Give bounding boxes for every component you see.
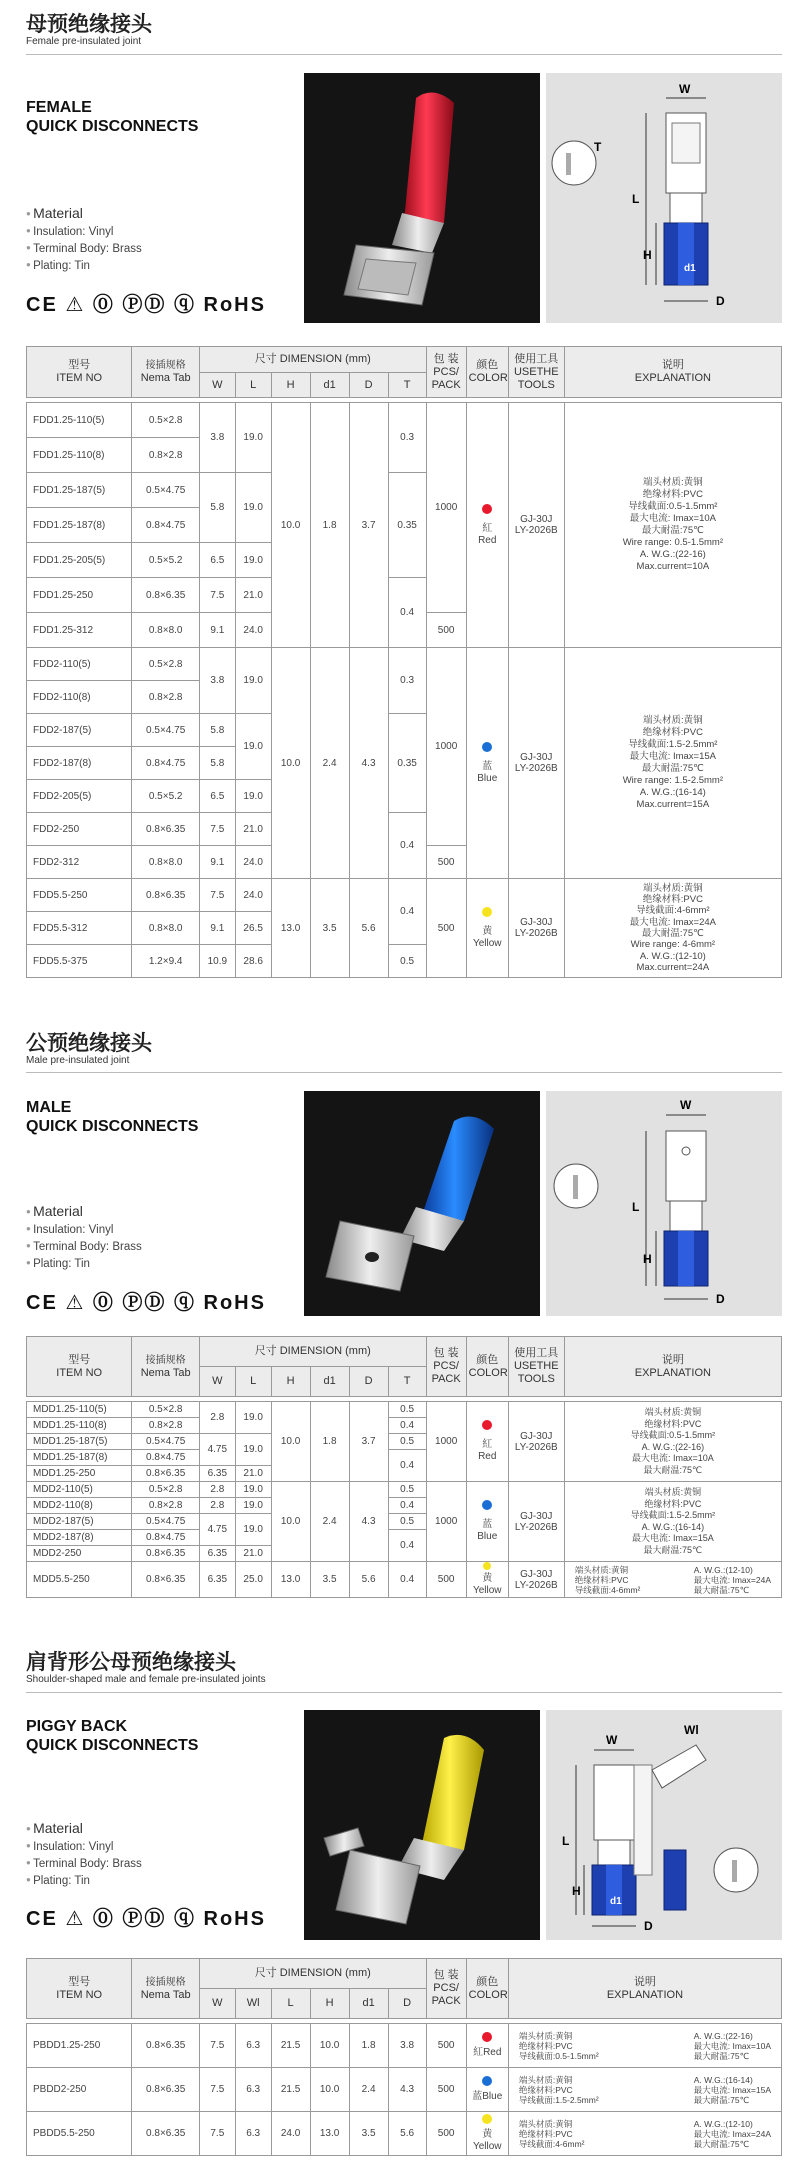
header-pack: 包 装 PCS/ PACK — [426, 1337, 466, 1397]
divider — [26, 1072, 782, 1073]
table-row: FDD2-187(5) 0.5×4.75 5.8 19.0 0.35 — [27, 714, 782, 747]
yellow-dot-icon — [482, 2114, 492, 2124]
header-d: D — [388, 1989, 426, 2019]
header-pack: 包 装 PCS/ PACK — [426, 1959, 466, 2019]
dim-label: H — [643, 1252, 652, 1266]
table-row: MDD2-250 0.8×6.35 6.35 21.0 — [27, 1546, 782, 1562]
male-connector-image — [304, 1091, 540, 1316]
female-drawing — [546, 73, 782, 323]
table-row: FDD5.5-250 0.8×6.35 7.5 24.0 13.0 3.5 5.6 0.4 500 黄 Yellow GJ-30J LY-2026B 端头材质:黄铜 绝缘材料:PVC 导线截面:4-6mm² 最大电流: Imax=24A 最大耐温:75℃ Wire range: 4-6mm² A. W.G.:(12-10) Max.current=24A — [27, 879, 782, 912]
table-row: FDD1.25-187(8) 0.8×4.75 — [27, 508, 782, 543]
piggy-product-title: PIGGY BACK QUICK DISCONNECTS — [26, 1718, 199, 1754]
table-row: MDD1.25-187(5) 0.5×4.75 4.75 19.0 0.5 — [27, 1434, 782, 1450]
header-item: 型号 ITEM NO — [27, 1959, 132, 2019]
header-nema: 接插规格 Nema Tab — [132, 1959, 199, 2019]
header-h: H — [271, 1367, 310, 1397]
female-spec-table — [26, 346, 782, 978]
table-row: PBDD1.25-250 0.8×6.35 7.5 6.3 21.5 10.0 1.8 3.8 500 紅Red 端头材质:黄铜 绝缘材料:PVC 导线截面:0.5-1.5mm² A. W.G.:(22-16) 最大电流: Imax=10A 最大耐温:75℃ — [27, 2024, 782, 2068]
table-row: FDD1.25-205(5) 0.5×5.2 6.5 19.0 — [27, 543, 782, 578]
certification-logos: CE ⚠ ⓪ ⓅⒹ ⓠ RoHS — [26, 1292, 266, 1314]
color-cell: 蓝 Blue — [466, 648, 508, 879]
color-cell: 蓝Blue — [466, 2068, 508, 2112]
table-row: MDD5.5-250 0.8×6.35 6.35 25.0 13.0 3.5 5.6 0.4 500 黄Yellow GJ-30J LY-2026B 端头材质:黄铜 绝缘材料:PVC 导线截面:4-6mm² A. W.G.:(12-10) 最大电流: Imax=24A 最大耐温:75℃ — [27, 1562, 782, 1598]
table-row: FDD1.25-250 0.8×6.35 7.5 21.0 0.4 — [27, 578, 782, 613]
color-cell: 紅Red — [466, 2024, 508, 2068]
dim-label: D — [716, 1292, 725, 1306]
header-d1: d1 — [310, 373, 349, 398]
header-color: 颜色 COLOR — [466, 1337, 508, 1397]
header-d: D — [349, 373, 388, 398]
explanation-cell: 端头材质:黄铜 绝缘材料:PVC 导线截面:0.5-1.5mm² A. W.G.:(22-16) 最大电流: Imax=10A 最大耐温:75℃ — [508, 2024, 781, 2068]
header-d1: d1 — [310, 1367, 349, 1397]
header-explanation: 说明 EXPLANATION — [564, 347, 781, 398]
explanation-cell: 端头材质:黄铜 绝缘材料:PVC 导线截面:4-6mm² A. W.G.:(12-10) 最大电流: Imax=24A 最大耐温:75℃ — [564, 1562, 781, 1598]
header-l: L — [235, 373, 271, 398]
table-row: MDD2-110(5) 0.5×2.8 2.8 19.0 10.0 2.4 4.3 0.5 1000 蓝 Blue GJ-30J LY-2026B 端头材质:黄铜 绝缘材料:PVC 导线截面:1.5-2.5mm² A. W.G.:(16-14) 最大电流: Imax=15A 最大耐温:75℃ — [27, 1482, 782, 1498]
explanation-cell: 端头材质:黄铜 绝缘材料:PVC 导线截面:1.5-2.5mm² A. W.G.:(16-14) 最大电流: Imax=15A 最大耐温:75℃ — [564, 1482, 781, 1562]
header-nema: 接插规格 Nema Tab — [132, 347, 199, 398]
female-dimension-diagram — [546, 73, 782, 323]
piggy-spec-table — [26, 1958, 782, 2156]
header-dimension: 尺寸 DIMENSION (mm) — [199, 1959, 426, 1989]
yellow-dot-icon — [482, 907, 492, 917]
color-cell: 蓝 Blue — [466, 1482, 508, 1562]
divider — [26, 54, 782, 55]
color-cell: 黄Yellow — [466, 1562, 508, 1598]
table-row: FDD1.25-187(5) 0.5×4.75 5.8 19.0 0.35 — [27, 473, 782, 508]
header-h: H — [271, 373, 310, 398]
piggy-section-title: 肩背形公母预绝缘接头 — [26, 1650, 236, 1674]
piggy-section-subtitle: Shoulder-shaped male and female pre-insulated joints — [26, 1674, 266, 1685]
header-nema: 接插规格 Nema Tab — [132, 1337, 199, 1397]
female-connector-image — [304, 73, 540, 323]
table-row: MDD1.25-187(8) 0.8×4.75 0.4 — [27, 1450, 782, 1466]
explanation-cell: 端头材质:黄铜 绝缘材料:PVC 导线截面:1.5-2.5mm² 最大电流: Imax=15A 最大耐温:75℃ Wire range: 1.5-2.5mm² A. W.G.:(16-14) Max.current=15A — [564, 648, 781, 879]
piggy-connector-photo — [304, 1710, 540, 1940]
female-section-subtitle: Female pre-insulated joint — [26, 36, 142, 47]
dim-label: W — [680, 1098, 692, 1112]
explanation-cell: 端头材质:黄铜 绝缘材料:PVC 导线截面:4-6mm² A. W.G.:(12-10) 最大电流: Imax=24A 最大耐温:75℃ — [508, 2112, 781, 2156]
certification-logos: CE ⚠ ⓪ ⓅⒹ ⓠ RoHS — [26, 1908, 266, 1930]
table-row: FDD1.25-110(8) 0.8×2.8 — [27, 438, 782, 473]
table-row: FDD5.5-375 1.2×9.4 10.9 28.6 0.5 — [27, 945, 782, 978]
dim-label: W — [606, 1733, 618, 1747]
table-row: FDD5.5-312 0.8×8.0 9.1 26.5 — [27, 912, 782, 945]
color-cell: 黄Yellow — [466, 2112, 508, 2156]
dim-label: H — [572, 1884, 581, 1898]
color-cell: 黄 Yellow — [466, 879, 508, 978]
table-row: FDD2-250 0.8×6.35 7.5 21.0 0.4 — [27, 813, 782, 846]
header-item: 型号 ITEM NO — [27, 347, 132, 398]
header-pack: 包 装 PCS/ PACK — [426, 347, 466, 398]
male-product-title: MALE QUICK DISCONNECTS — [26, 1099, 199, 1135]
divider — [26, 1692, 782, 1693]
red-dot-icon — [482, 504, 492, 514]
header-t: T — [388, 1367, 426, 1397]
certification-logos: CE ⚠ ⓪ ⓅⒹ ⓠ RoHS — [26, 294, 266, 316]
dim-label: D — [716, 294, 725, 308]
table-row: FDD2-187(8) 0.8×4.75 5.8 — [27, 747, 782, 780]
dim-label: L — [632, 192, 640, 206]
piggy-connector-image — [304, 1710, 540, 1940]
header-l: L — [235, 1367, 271, 1397]
dim-label: H — [643, 248, 652, 262]
piggy-feature-list: ● Material ● Insulation: Vinyl ● Terminal Body: Brass ● Plating: Tin — [26, 1820, 142, 1889]
female-section-title: 母预绝缘接头 — [26, 12, 152, 36]
male-spec-table — [26, 1336, 782, 1598]
table-row: MDD1.25-110(5) 0.5×2.8 2.8 19.0 10.0 1.8 3.7 0.5 1000 紅 Red GJ-30J LY-2026B 端头材质:黄铜 绝缘材料:PVC 导线截面:0.5-1.5mm² A. W.G.:(22-16) 最大电流: Imax=10A 最大耐温:75℃ — [27, 1402, 782, 1418]
dim-label: L — [562, 1834, 570, 1848]
blue-dot-icon — [482, 1500, 492, 1510]
header-dimension: 尺寸 DIMENSION (mm) — [199, 1337, 426, 1367]
table-row: FDD2-205(5) 0.5×5.2 6.5 19.0 — [27, 780, 782, 813]
explanation-cell: 端头材质:黄铜 绝缘材料:PVC 导线截面:1.5-2.5mm² A. W.G.:(16-14) 最大电流: Imax=15A 最大耐温:75℃ — [508, 2068, 781, 2112]
color-cell: 紅 Red — [466, 403, 508, 648]
red-dot-icon — [482, 2032, 492, 2042]
header-explanation: 说明 EXPLANATION — [508, 1959, 781, 2019]
header-dimension: 尺寸 DIMENSION (mm) — [199, 347, 426, 373]
header-color: 颜色 COLOR — [466, 347, 508, 398]
red-dot-icon — [482, 1420, 492, 1430]
dim-label: W — [679, 82, 691, 96]
table-row: MDD1.25-110(8) 0.8×2.8 0.4 — [27, 1418, 782, 1434]
male-section-title: 公预绝缘接头 — [26, 1031, 152, 1055]
header-w: W — [199, 373, 235, 398]
piggy-drawing — [546, 1710, 782, 1940]
header-wl: Wl — [235, 1989, 271, 2019]
dim-label: T — [594, 140, 602, 154]
dim-label: L — [632, 1200, 640, 1214]
header-t: T — [388, 373, 426, 398]
color-cell: 紅 Red — [466, 1402, 508, 1482]
explanation-cell: 端头材质:黄铜 绝缘材料:PVC 导线截面:0.5-1.5mm² A. W.G.:(22-16) 最大电流: Imax=10A 最大耐温:75℃ — [564, 1402, 781, 1482]
header-w: W — [199, 1367, 235, 1397]
table-row: MDD2-187(5) 0.5×4.75 4.75 19.0 0.5 — [27, 1514, 782, 1530]
male-section-subtitle: Male pre-insulated joint — [26, 1055, 130, 1066]
table-row: MDD2-110(8) 0.8×2.8 2.8 19.0 0.4 — [27, 1498, 782, 1514]
table-row: FDD1.25-312 0.8×8.0 9.1 24.0 500 — [27, 613, 782, 648]
yellow-dot-icon — [483, 1562, 491, 1570]
table-row: PBDD2-250 0.8×6.35 7.5 6.3 21.5 10.0 2.4 4.3 500 蓝Blue 端头材质:黄铜 绝缘材料:PVC 导线截面:1.5-2.5mm² A. W.G.:(16-14) 最大电流: Imax=15A 最大耐温:75℃ — [27, 2068, 782, 2112]
female-connector-photo — [304, 73, 540, 323]
piggy-dimension-diagram — [546, 1710, 782, 1940]
male-drawing — [546, 1091, 782, 1316]
dim-label: d1 — [610, 1896, 622, 1907]
header-d: D — [349, 1367, 388, 1397]
blue-dot-icon — [482, 742, 492, 752]
dim-label: D — [644, 1919, 653, 1933]
header-d1: d1 — [349, 1989, 388, 2019]
female-product-title: FEMALE QUICK DISCONNECTS — [26, 99, 199, 135]
explanation-cell: 端头材质:黄铜 绝缘材料:PVC 导线截面:0.5-1.5mm² 最大电流: Imax=10A 最大耐温:75℃ Wire range: 0.5-1.5mm² A. W.G.:(22-16) Max.current=10A — [564, 403, 781, 648]
header-explanation: 说明 EXPLANATION — [564, 1337, 781, 1397]
table-row: MDD1.25-250 0.8×6.35 6.35 21.0 — [27, 1466, 782, 1482]
header-tools: 使用工具 USETHE TOOLS — [508, 1337, 564, 1397]
table-row: FDD2-110(8) 0.8×2.8 — [27, 681, 782, 714]
dim-label: Wl — [684, 1723, 699, 1737]
table-row: FDD1.25-110(5) 0.5×2.8 3.8 19.0 10.0 1.8 3.7 0.3 1000 紅 Red GJ-30J LY-2026B 端头材质:黄铜 绝缘材料:PVC 导线截面:0.5-1.5mm² 最大电流: Imax=10A 最大耐温:75℃ Wire range: 0.5-1.5mm² A. W.G.:(22-16) Max.current=10A — [27, 403, 782, 438]
header-item: 型号 ITEM NO — [27, 1337, 132, 1397]
header-color: 颜色 COLOR — [466, 1959, 508, 2019]
header-h: H — [310, 1989, 349, 2019]
male-connector-photo — [304, 1091, 540, 1316]
table-row: FDD2-110(5) 0.5×2.8 3.8 19.0 10.0 2.4 4.3 0.3 1000 蓝 Blue GJ-30J LY-2026B 端头材质:黄铜 绝缘材料:PVC 导线截面:1.5-2.5mm² 最大电流: Imax=15A 最大耐温:75℃ Wire range: 1.5-2.5mm² A. W.G.:(16-14) Max.current=15A — [27, 648, 782, 681]
table-row: PBDD5.5-250 0.8×6.35 7.5 6.3 24.0 13.0 3.5 5.6 500 黄Yellow 端头材质:黄铜 绝缘材料:PVC 导线截面:4-6mm² A. W.G.:(12-10) 最大电流: Imax=24A 最大耐温:75℃ — [27, 2112, 782, 2156]
female-feature-list: ● Material ● Insulation: Vinyl ● Terminal Body: Brass ● Plating: Tin — [26, 205, 142, 274]
blue-dot-icon — [482, 2076, 492, 2086]
male-dimension-diagram — [546, 1091, 782, 1316]
dim-label: d1 — [684, 263, 696, 274]
table-row: MDD2-187(8) 0.8×4.75 0.4 — [27, 1530, 782, 1546]
header-tools: 使用工具 USETHE TOOLS — [508, 347, 564, 398]
table-row: FDD2-312 0.8×8.0 9.1 24.0 500 — [27, 846, 782, 879]
header-l: L — [271, 1989, 310, 2019]
header-w: W — [199, 1989, 235, 2019]
male-feature-list: ● Material ● Insulation: Vinyl ● Terminal Body: Brass ● Plating: Tin — [26, 1203, 142, 1272]
explanation-cell: 端头材质:黄铜 绝缘材料:PVC 导线截面:4-6mm² 最大电流: Imax=24A 最大耐温:75℃ Wire range: 4-6mm² A. W.G.:(12-10) Max.current=24A — [564, 879, 781, 978]
